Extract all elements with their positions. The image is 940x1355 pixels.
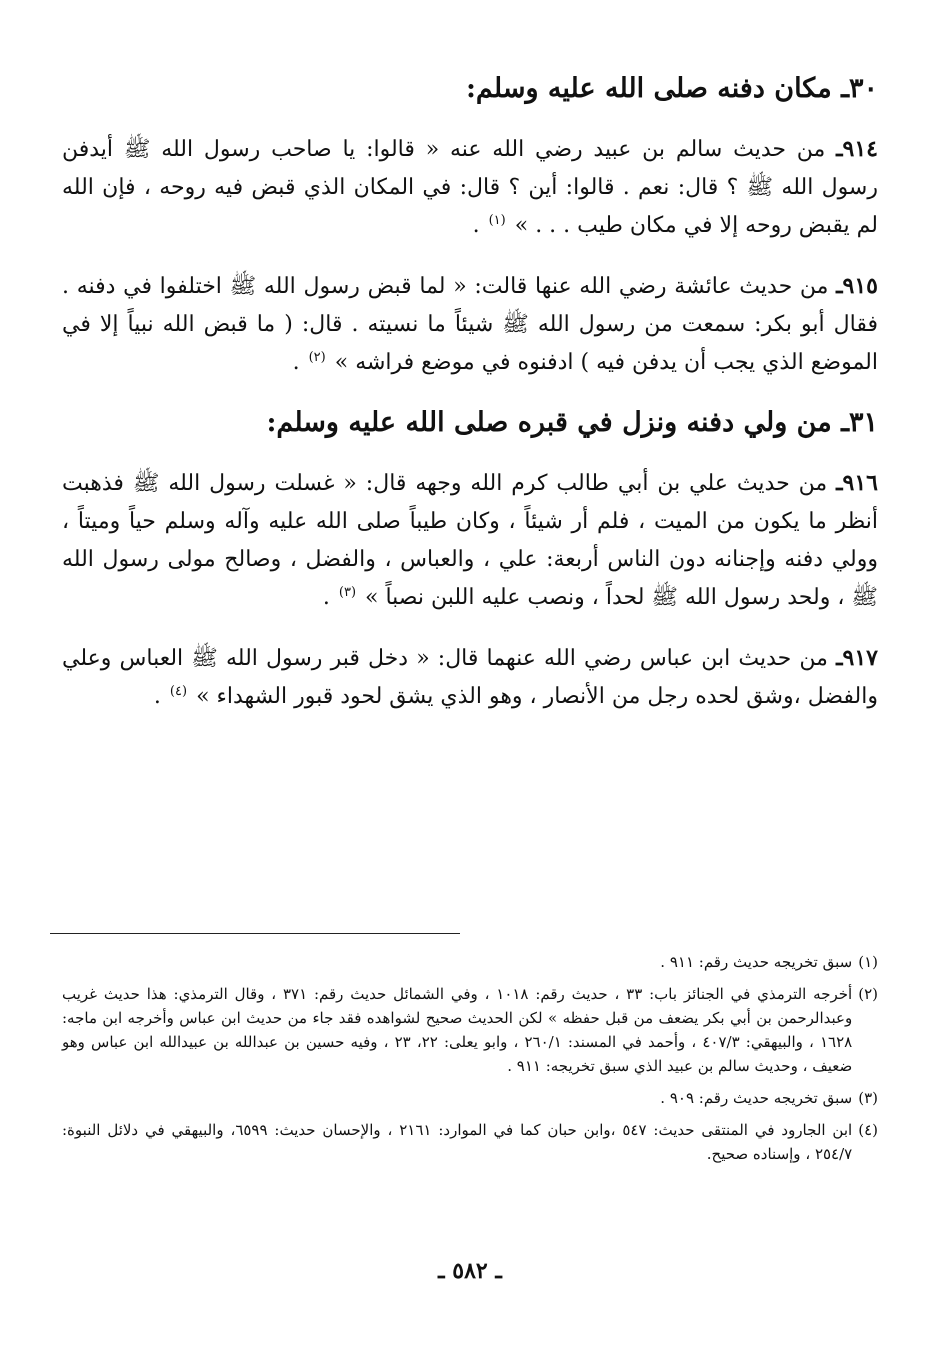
footnote-1 xyxy=(62,950,878,974)
footnote-number: (٢) xyxy=(858,985,878,1003)
hadith-end: . xyxy=(472,213,480,238)
footnote-separator xyxy=(50,933,460,934)
footnote-marker: (١) xyxy=(488,212,506,228)
section-heading-31: ٣١ـ من ولي دفنه ونزل في قبره صلى الله عليه وسلم: xyxy=(266,407,878,438)
hadith-end: . xyxy=(153,684,161,709)
footnotes xyxy=(62,950,878,1174)
footnote-number: (١) xyxy=(858,953,878,971)
footnote-text: سبق تخريجه حديث رقم: ٩١١ . xyxy=(660,953,853,971)
hadith-end: . xyxy=(292,350,300,375)
hadith-text: من حديث علي بن أبي طالب كرم الله وجهه قال: « غسلت رسول الله ﷺ فذهبت أنظر ما يكون من الميت ، فلم أر شيئاً ، وكان طيباً صلى الله عليه وآله وسلم حياً وميتاً ، وولي دفنه وإجنانه دون الناس أربعة: علي ، والعباس ، والفضل ، وصالح مولى رسول الله ﷺ ، ولحد رسول الله ﷺ لحداً ، ونصب عليه اللبن نصباً » xyxy=(62,471,878,610)
hadith-number: ٩١٤ـ xyxy=(836,136,878,162)
footnote-text: سبق تخريجه حديث رقم: ٩٠٩ . xyxy=(660,1089,853,1107)
footnote-2 xyxy=(62,982,878,1078)
footnote-marker: (٣) xyxy=(338,584,357,600)
footnote-text: أخرجه الترمذي في الجنائز باب: ٣٣ ، حديث رقم: ١٠١٨ ، وفي الشمائل حديث رقم: ٣٧١ ، وقال الترمذي: هذا حديث غريب وعبدالرحمن بن أبي بكر يضعف من قبل حفظه » لكن الحديث صحيح لشواهده فقد جاء من حديث ابن عباس وأخرجه ابن ماجه: ١٦٢٨ ، والبيهقي: ٤٠٧/٣ ، وأحمد في المسند: ٢٦٠/١ ، وابو يعلى: ٢٢، ٢٣ ، وفيه حسين بن عبدالله بن عبيدالله ابن عباس وهو ضعيف ، وحديث سالم بن عبيد الذي سبق تخريجه: ٩١١ . xyxy=(62,985,853,1075)
hadith-917 xyxy=(62,639,878,716)
footnote-marker: (٢) xyxy=(308,349,326,365)
hadith-text: من حديث سالم بن عبيد رضي الله عنه « قالوا: يا صاحب رسول الله ﷺ أيدفن رسول الله ﷺ ؟ قال: نعم . قالوا: أين ؟ قال: في المكان الذي قبض فيه روحه ، فإن الله لم يقبض روحه إلا في مكان طيب . . . » xyxy=(62,137,878,238)
hadith-text: من حديث عائشة رضي الله عنها قالت: « لما قبض رسول الله ﷺ اختلفوا في دفنه . فقال أبو بكر: سمعت من رسول الله ﷺ شيئاً ما نسيته . قال: ( ما قبض الله نبياً إلا في الموضع الذي يجب أن يدفن فيه ) ادفنوه في موضع فراشه » xyxy=(62,274,878,375)
footnote-number: (٤) xyxy=(858,1121,878,1139)
footnote-text: ابن الجارود في المنتقى حديث: ٥٤٧ ،وابن حبان كما في الموارد: ٢١٦١ ، والإحسان حديث: ٦٥٩٩، والبيهقي في دلائل النبوة: ٢٥٤/٧ ، وإسناده صحيح. xyxy=(62,1121,853,1163)
hadith-number: ٩١٦ـ xyxy=(836,470,878,496)
hadith-end: . xyxy=(322,585,330,610)
footnote-3 xyxy=(62,1086,878,1110)
hadith-914 xyxy=(62,130,878,245)
footnote-number: (٣) xyxy=(858,1089,878,1107)
footnote-marker: (٤) xyxy=(169,683,188,699)
hadith-number: ٩١٧ـ xyxy=(836,645,878,671)
hadith-916 xyxy=(62,464,878,617)
section-heading-30: ٣٠ـ مكان دفنه صلى الله عليه وسلم: xyxy=(465,73,878,104)
footnote-4 xyxy=(62,1118,878,1166)
hadith-915 xyxy=(62,267,878,382)
hadith-text: من حديث ابن عباس رضي الله عنهما قال: « دخل قبر رسول الله ﷺ العباس وعلي والفضل ،وشق لحده رجل من الأنصار ، وهو الذي يشق لحود قبور الشهداء » xyxy=(62,646,878,709)
hadith-number: ٩١٥ـ xyxy=(836,273,878,299)
page-number: ـ ٥٨٢ ـ xyxy=(438,1258,502,1284)
